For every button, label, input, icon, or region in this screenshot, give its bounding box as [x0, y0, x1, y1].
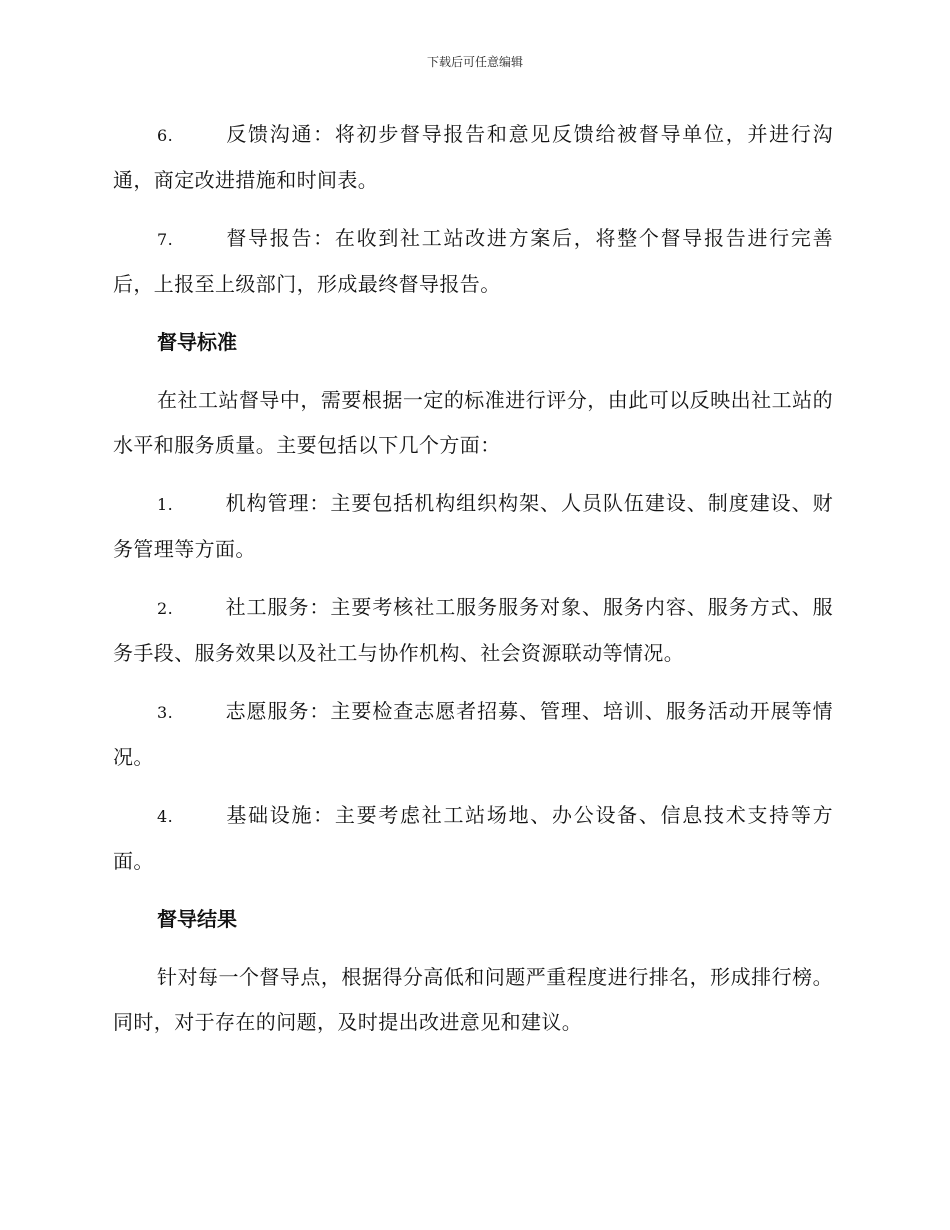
section-heading-standards: 督导标准 [157, 330, 237, 354]
page-header: 下载后可任意编辑 [426, 55, 523, 69]
list-text: 督导报告：在收到社工站改进方案后，将整个督导报告进行完善后，上报至上级部门，形成最终督导报告。 [113, 226, 833, 296]
list-item [113, 793, 833, 884]
list-text: 基础设施：主要考虑社工站场地、办公设备、信息技术支持等方面。 [113, 803, 833, 873]
list-item [113, 112, 833, 203]
list-text: 反馈沟通：将初步督导报告和意见反馈给被督导单位，并进行沟通，商定改进措施和时间表。 [113, 122, 833, 192]
list-item [113, 216, 833, 307]
list-item [113, 481, 833, 572]
list-number: 2. [157, 599, 174, 618]
list-number: 7. [157, 230, 174, 249]
list-text: 机构管理：主要包括机构组织构架、人员队伍建设、制度建设、财务管理等方面。 [113, 491, 833, 561]
section-heading-results: 督导结果 [157, 907, 237, 931]
list-text: 志愿服务：主要检查志愿者招募、管理、培训、服务活动开展等情况。 [113, 699, 833, 769]
document-body [113, 112, 833, 1058]
list-number: 6. [157, 126, 174, 145]
list-item [113, 585, 833, 676]
list-number: 4. [157, 807, 174, 826]
list-number: 3. [157, 703, 174, 722]
list-text: 社工服务：主要考核社工服务服务对象、服务内容、服务方式、服务手段、服务效果以及社工与协作机构、社会资源联动等情况。 [113, 595, 833, 665]
list-number: 1. [157, 495, 174, 514]
results-paragraph: 针对每一个督导点，根据得分高低和问题严重程度进行排名，形成排行榜。同时，对于存在的问题，及时提出改进意见和建议。 [113, 965, 833, 1034]
list-item [113, 689, 833, 780]
standards-intro-paragraph: 在社工站督导中，需要根据一定的标准进行评分，由此可以反映出社工站的水平和服务质量。主要包括以下几个方面： [113, 388, 833, 457]
